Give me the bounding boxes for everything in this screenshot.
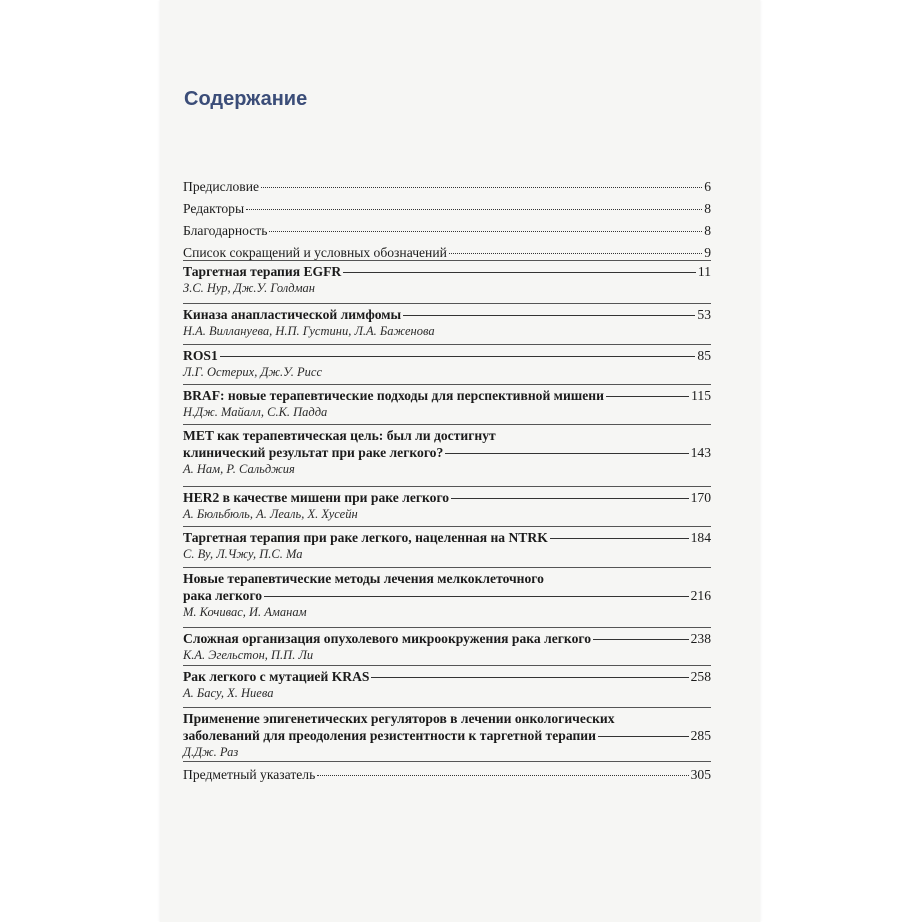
dot-leader bbox=[246, 208, 702, 210]
front-matter-entry[interactable] bbox=[183, 200, 711, 217]
dot-leader bbox=[445, 452, 688, 454]
toc-entry-title: BRAF: новые терапевтические подходы для перспективной мишени bbox=[183, 388, 604, 403]
toc-line[interactable] bbox=[183, 306, 711, 323]
dot-leader bbox=[598, 735, 689, 737]
toc-entry-title: HER2 в качестве мишени при раке легкого bbox=[183, 490, 450, 505]
toc-page-number: 85 bbox=[697, 348, 711, 363]
toc-page-number: 285 bbox=[690, 728, 711, 743]
toc-entry-title: Сложная организация опухолевого микроокружения рака легкого bbox=[183, 631, 591, 646]
dot-leader bbox=[261, 186, 702, 188]
toc-page-number: 8 bbox=[704, 201, 711, 216]
chapter-entry[interactable] bbox=[183, 263, 711, 296]
chapter-divider bbox=[183, 260, 711, 261]
chapter-title-line: Новые терапевтические методы лечения мелкоклеточного bbox=[183, 571, 544, 586]
dot-leader bbox=[449, 252, 702, 254]
chapter-divider bbox=[183, 303, 711, 304]
chapter-entry[interactable] bbox=[183, 710, 711, 760]
chapter-authors: А. Басу, Х. Ниева bbox=[183, 686, 274, 700]
toc-line[interactable] bbox=[183, 200, 711, 217]
chapter-authors: Л.Г. Остерих, Дж.У. Рисс bbox=[183, 365, 323, 379]
toc-page-number: 184 bbox=[690, 530, 711, 545]
dot-leader bbox=[451, 497, 689, 499]
dot-leader bbox=[269, 230, 702, 232]
toc-page-number: 8 bbox=[704, 223, 711, 238]
chapter-divider bbox=[183, 526, 711, 527]
toc-line[interactable] bbox=[183, 387, 711, 404]
back-matter-entry[interactable] bbox=[183, 766, 711, 783]
toc-line[interactable] bbox=[183, 347, 711, 364]
chapter-title-line: MET как терапевтическая цель: был ли достигнут bbox=[183, 428, 496, 443]
chapter-authors: С. Ву, Л.Чжу, П.С. Ма bbox=[183, 547, 303, 561]
front-matter-entry[interactable] bbox=[183, 244, 711, 261]
chapter-entry[interactable] bbox=[183, 347, 711, 380]
chapter-authors: К.А. Эгельстон, П.П. Ли bbox=[183, 648, 314, 662]
toc-page-number: 9 bbox=[704, 245, 711, 260]
chapter-authors: М. Кочивас, И. Аманам bbox=[183, 605, 307, 619]
chapter-entry[interactable] bbox=[183, 529, 711, 562]
toc-line[interactable] bbox=[183, 489, 711, 506]
chapter-authors: Н.Дж. Майалл, С.К. Падда bbox=[183, 405, 328, 419]
toc-page-number: 143 bbox=[690, 445, 711, 460]
toc-entry-title: клинический результат при раке легкого? bbox=[183, 445, 444, 460]
chapter-divider bbox=[183, 567, 711, 568]
toc-line[interactable] bbox=[183, 727, 711, 744]
toc-line[interactable] bbox=[183, 178, 711, 195]
chapter-divider bbox=[183, 627, 711, 628]
toc-entry-title: Таргетная терапия EGFR bbox=[183, 264, 342, 279]
toc-page-number: 305 bbox=[690, 767, 711, 782]
toc-line[interactable] bbox=[183, 263, 711, 280]
toc-entry-title: ROS1 bbox=[183, 348, 218, 363]
dot-leader bbox=[317, 774, 688, 776]
toc-page-number: 53 bbox=[697, 307, 711, 322]
dot-leader bbox=[220, 355, 696, 357]
dot-leader bbox=[343, 271, 696, 273]
toc-line[interactable] bbox=[183, 766, 711, 783]
toc-entry-title: рака легкого bbox=[183, 588, 263, 603]
chapter-authors: А. Нам, Р. Сальджия bbox=[183, 462, 295, 476]
chapter-divider bbox=[183, 384, 711, 385]
chapter-entry[interactable] bbox=[183, 630, 711, 663]
chapter-entry[interactable] bbox=[183, 427, 711, 477]
chapter-authors: З.С. Нур, Дж.У. Голдман bbox=[183, 281, 315, 295]
chapter-divider bbox=[183, 761, 711, 762]
toc-entry-title: Список сокращений и условных обозначений bbox=[183, 245, 447, 260]
dot-leader bbox=[371, 676, 688, 678]
chapter-title-line: Применение эпигенетических регуляторов в лечении онкологических bbox=[183, 711, 615, 726]
toc-entry-title: Предисловие bbox=[183, 179, 260, 194]
dot-leader bbox=[264, 595, 689, 597]
chapter-divider bbox=[183, 344, 711, 345]
toc-page-number: 115 bbox=[691, 388, 711, 403]
toc-entry-title: Киназа анапластической лимфомы bbox=[183, 307, 402, 322]
chapter-authors: Д.Дж. Раз bbox=[183, 745, 239, 759]
toc-line[interactable] bbox=[183, 529, 711, 546]
chapter-entry[interactable] bbox=[183, 489, 711, 522]
toc-page-number: 6 bbox=[704, 179, 711, 194]
front-matter-entry[interactable] bbox=[183, 178, 711, 195]
chapter-authors: А. Бюльбюль, А. Леаль, Х. Хусейн bbox=[183, 507, 358, 521]
chapter-divider bbox=[183, 486, 711, 487]
chapter-divider bbox=[183, 665, 711, 666]
toc-page-number: 11 bbox=[697, 264, 711, 279]
dot-leader bbox=[403, 314, 695, 316]
chapter-divider bbox=[183, 424, 711, 425]
chapter-entry[interactable] bbox=[183, 306, 711, 339]
dot-leader bbox=[593, 638, 689, 640]
toc-page-number: 258 bbox=[690, 669, 711, 684]
toc-line[interactable] bbox=[183, 630, 711, 647]
page-title: Содержание bbox=[184, 88, 308, 110]
chapter-entry[interactable] bbox=[183, 668, 711, 701]
toc-entry-title: Предметный указатель bbox=[183, 767, 316, 782]
toc-entry-title: заболеваний для преодоления резистентности к таргетной терапии bbox=[183, 728, 596, 743]
toc-line[interactable] bbox=[183, 668, 711, 685]
toc-line[interactable] bbox=[183, 222, 711, 239]
toc-entry-title: Редакторы bbox=[183, 201, 245, 216]
toc-entry-title: Таргетная терапия при раке легкого, нацеленная на NTRK bbox=[183, 530, 548, 545]
toc-page-number: 170 bbox=[690, 490, 711, 505]
toc-line[interactable] bbox=[183, 444, 711, 461]
chapter-entry[interactable] bbox=[183, 387, 711, 420]
dot-leader bbox=[550, 537, 689, 539]
toc-page-number: 216 bbox=[690, 588, 711, 603]
dot-leader bbox=[606, 395, 689, 397]
toc-entry-title: Рак легкого с мутацией KRAS bbox=[183, 669, 370, 684]
toc-line[interactable] bbox=[183, 244, 711, 261]
chapter-entry[interactable] bbox=[183, 570, 711, 620]
toc-entry-title: Благодарность bbox=[183, 223, 268, 238]
toc-page-number: 238 bbox=[690, 631, 711, 646]
front-matter-entry[interactable] bbox=[183, 222, 711, 239]
chapter-divider bbox=[183, 707, 711, 708]
chapter-authors: Н.А. Виллануева, Н.П. Густини, Л.А. Баженова bbox=[183, 324, 435, 338]
toc-line[interactable] bbox=[183, 587, 711, 604]
